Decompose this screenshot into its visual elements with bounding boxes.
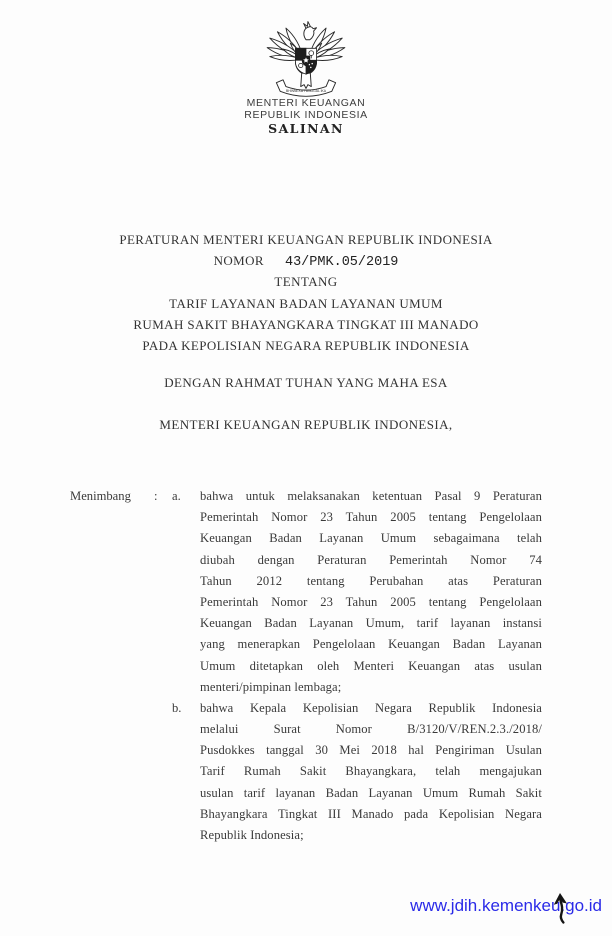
subject-line-2: RUMAH SAKIT BHAYANGKARA TINGKAT III MANADO	[133, 316, 479, 332]
item-b-line: usulan tarif layanan Badan Layanan Umum Rumah Sakit	[200, 785, 542, 800]
mouse-cursor-icon	[551, 892, 573, 926]
ministry-name-line1: MENTERI KEUANGAN	[246, 97, 366, 109]
item-a-marker: a.	[172, 489, 181, 503]
item-a-line: yang menerapkan Pengelolaan Keuangan Badan Layanan	[200, 637, 542, 652]
nomor-label: NOMOR	[213, 253, 264, 269]
item-b-line: Pusdokkes tanggal 30 Mei 2018 hal Pengiriman Usulan	[200, 743, 542, 758]
considerations-section	[70, 486, 542, 846]
item-a-line: bahwa untuk melaksanakan ketentuan Pasal 9 Peraturan	[200, 489, 542, 503]
copy-label: SALINAN	[268, 121, 344, 136]
invocation-line: DENGAN RAHMAT TUHAN YANG MAHA ESA	[164, 375, 448, 390]
consideration-item-b	[172, 698, 542, 846]
letterhead	[0, 12, 612, 136]
item-b-line: bahwa Kepala Kepolisian Negara Republik Indonesia	[200, 700, 542, 715]
item-b-line: Republik Indonesia;	[200, 828, 304, 842]
item-a-line: menteri/pimpinan lembaga;	[200, 679, 342, 694]
subject-line-3: PADA KEPOLISIAN NEGARA REPUBLIK INDONESIA	[142, 337, 470, 353]
item-b-marker: b.	[172, 700, 182, 715]
regulation-title-block	[0, 229, 612, 356]
consideration-item-a	[172, 486, 542, 698]
regulation-number-line	[0, 250, 612, 271]
item-a-line: Umum ditetapkan oleh Menteri Keuangan atas usulan	[200, 658, 542, 673]
item-a-line: Pemerintah Nomor 23 Tahun 2005 tentang Pengelolaan	[200, 510, 542, 525]
jdih-watermark-url: www.jdih.kemenkeu.go.id	[410, 896, 602, 915]
item-b-line: melalui Surat Nomor B/3120/V/REN.2.3./2018/	[200, 722, 542, 737]
item-a-line: Keuangan Badan Layanan Umum, tarif layanan instansi	[200, 616, 542, 631]
tentang-label: TENTANG	[274, 274, 338, 290]
issuer-line: MENTERI KEUANGAN REPUBLIK INDONESIA,	[159, 417, 453, 432]
garuda-pancasila-emblem-icon	[253, 12, 359, 98]
nomor-value: 43/PMK.05/2019	[284, 255, 399, 271]
item-a-line: Pemerintah Nomor 23 Tahun 2005 tentang Pengelolaan	[200, 594, 542, 609]
item-a-line: diubah dengan Peraturan Pemerintah Nomor 74	[200, 552, 542, 567]
subject-line-1: TARIF LAYANAN BADAN LAYANAN UMUM	[169, 295, 443, 311]
item-b-line: Bhayangkara Tingkat III Manado pada Kepolisian Negara	[200, 806, 542, 821]
item-a-line: Tahun 2012 tentang Perubahan atas Peraturan	[200, 573, 542, 588]
item-b-line: Tarif Rumah Sakit Bhayangkara, telah mengajukan	[200, 764, 542, 779]
menimbang-colon: :	[154, 489, 158, 503]
item-a-line: Keuangan Badan Layanan Umum sebagaimana telah	[200, 531, 542, 546]
emblem-motto-text: BHINNEKA TUNGGAL IKA	[286, 88, 326, 93]
ministry-name-line2: REPUBLIK INDONESIA	[244, 108, 368, 121]
menimbang-label: Menimbang	[70, 489, 131, 503]
regulation-title: PERATURAN MENTERI KEUANGAN REPUBLIK INDONESIA	[119, 232, 493, 247]
